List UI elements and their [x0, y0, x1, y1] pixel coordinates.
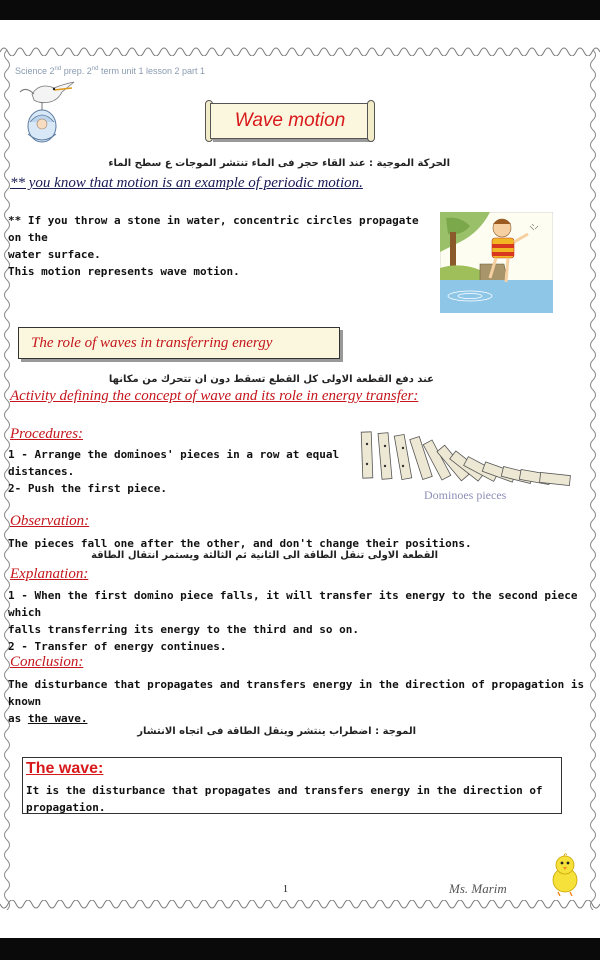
- arabic-wave-definition: الموجة : اضطراب ينتشر وينقل الطاقة فى اتجاه الانتشار: [137, 726, 416, 737]
- explanation-line-3: 2 - Transfer of energy continues.: [8, 640, 227, 653]
- explanation-line-2: falls transferring its energy to the third and so on.: [8, 623, 359, 636]
- the-wave-term: the wave.: [27, 712, 88, 725]
- wave-definition-line-2: propagation.: [26, 801, 106, 814]
- stone-line-2: water surface.: [8, 248, 101, 261]
- subtitle-box: [18, 327, 340, 359]
- boy-throwing-stone-image: [440, 212, 553, 313]
- arabic-domino-note: عند دفع القطعة الاولى كل القطع تسقط دون ان تتحرك من مكانها: [108, 374, 434, 385]
- page-header: Science 2nd prep. 2nd term unit 1 lesson 2 part 1: [15, 66, 205, 76]
- top-black-bar: [0, 0, 600, 20]
- procedure-line-1: 1 - Arrange the dominoes' pieces in a row at equal: [8, 448, 340, 461]
- author-signature: Ms. Marim: [449, 881, 507, 896]
- wave-definition-title: The wave:: [26, 760, 104, 777]
- conclusion-line-1: The disturbance that propagates and transfers energy in the direction of propagation is known: [8, 678, 585, 708]
- observation-heading: Observation:: [10, 513, 90, 529]
- top-wavy-border: [0, 44, 600, 56]
- page-number: 1: [283, 884, 288, 895]
- explanation-text: [8, 587, 588, 655]
- bottom-wavy-border: [0, 900, 600, 912]
- chick-clipart-icon: [548, 852, 582, 896]
- page-title: Wave motion: [234, 110, 346, 131]
- procedure-line-3: 2- Push the first piece.: [8, 482, 167, 495]
- conclusion-line-2: [8, 710, 588, 727]
- procedures-heading: Procedures:: [10, 426, 84, 442]
- stork-clipart-icon: [14, 78, 76, 150]
- dominoes-caption: Dominoes pieces: [424, 488, 507, 502]
- title-scroll-right: [367, 100, 375, 142]
- arabic-energy-transfer-note: القطعة الاولى تنقل الطاقة الى الثانية ثم الثالثة ويستمر انتقال الطاقة: [91, 550, 438, 561]
- stone-line-3: This motion represents wave motion.: [8, 265, 240, 278]
- arabic-wave-motion-definition: الحركة الموجية : عند القاء حجر فى الماء تنتشر الموجات ع سطح الماء: [108, 158, 450, 169]
- stone-line-1: ** If you throw a stone in water, concentric circles propagate on the: [8, 214, 419, 244]
- stone-paragraph: [8, 212, 438, 280]
- observation-text: The pieces fall one after the other, and don't change their positions.: [8, 537, 472, 550]
- explanation-heading: Explanation:: [10, 566, 89, 582]
- bottom-black-bar: [0, 938, 600, 960]
- explanation-line-1: 1 - When the first domino piece falls, it will transfer its energy to the second piece which: [8, 589, 578, 619]
- procedures-text: [8, 446, 348, 497]
- right-wavy-border: [588, 50, 598, 910]
- conclusion-text: [8, 676, 588, 727]
- wave-definition-text: [26, 782, 558, 816]
- conclusion-heading: Conclusion:: [10, 654, 84, 670]
- title-box: [210, 103, 370, 139]
- activity-heading: Activity defining the concept of wave and its role in energy transfer:: [10, 388, 419, 404]
- conclusion-line-2-prefix: as: [8, 712, 28, 725]
- subtitle: The role of waves in transferring energy: [31, 335, 273, 351]
- procedure-line-2: distances.: [8, 465, 75, 478]
- wave-definition-line-1: It is the disturbance that propagates and transfers energy in the direction of: [26, 784, 543, 797]
- periodic-motion-line: ** you know that motion is an example of periodic motion.: [10, 175, 363, 191]
